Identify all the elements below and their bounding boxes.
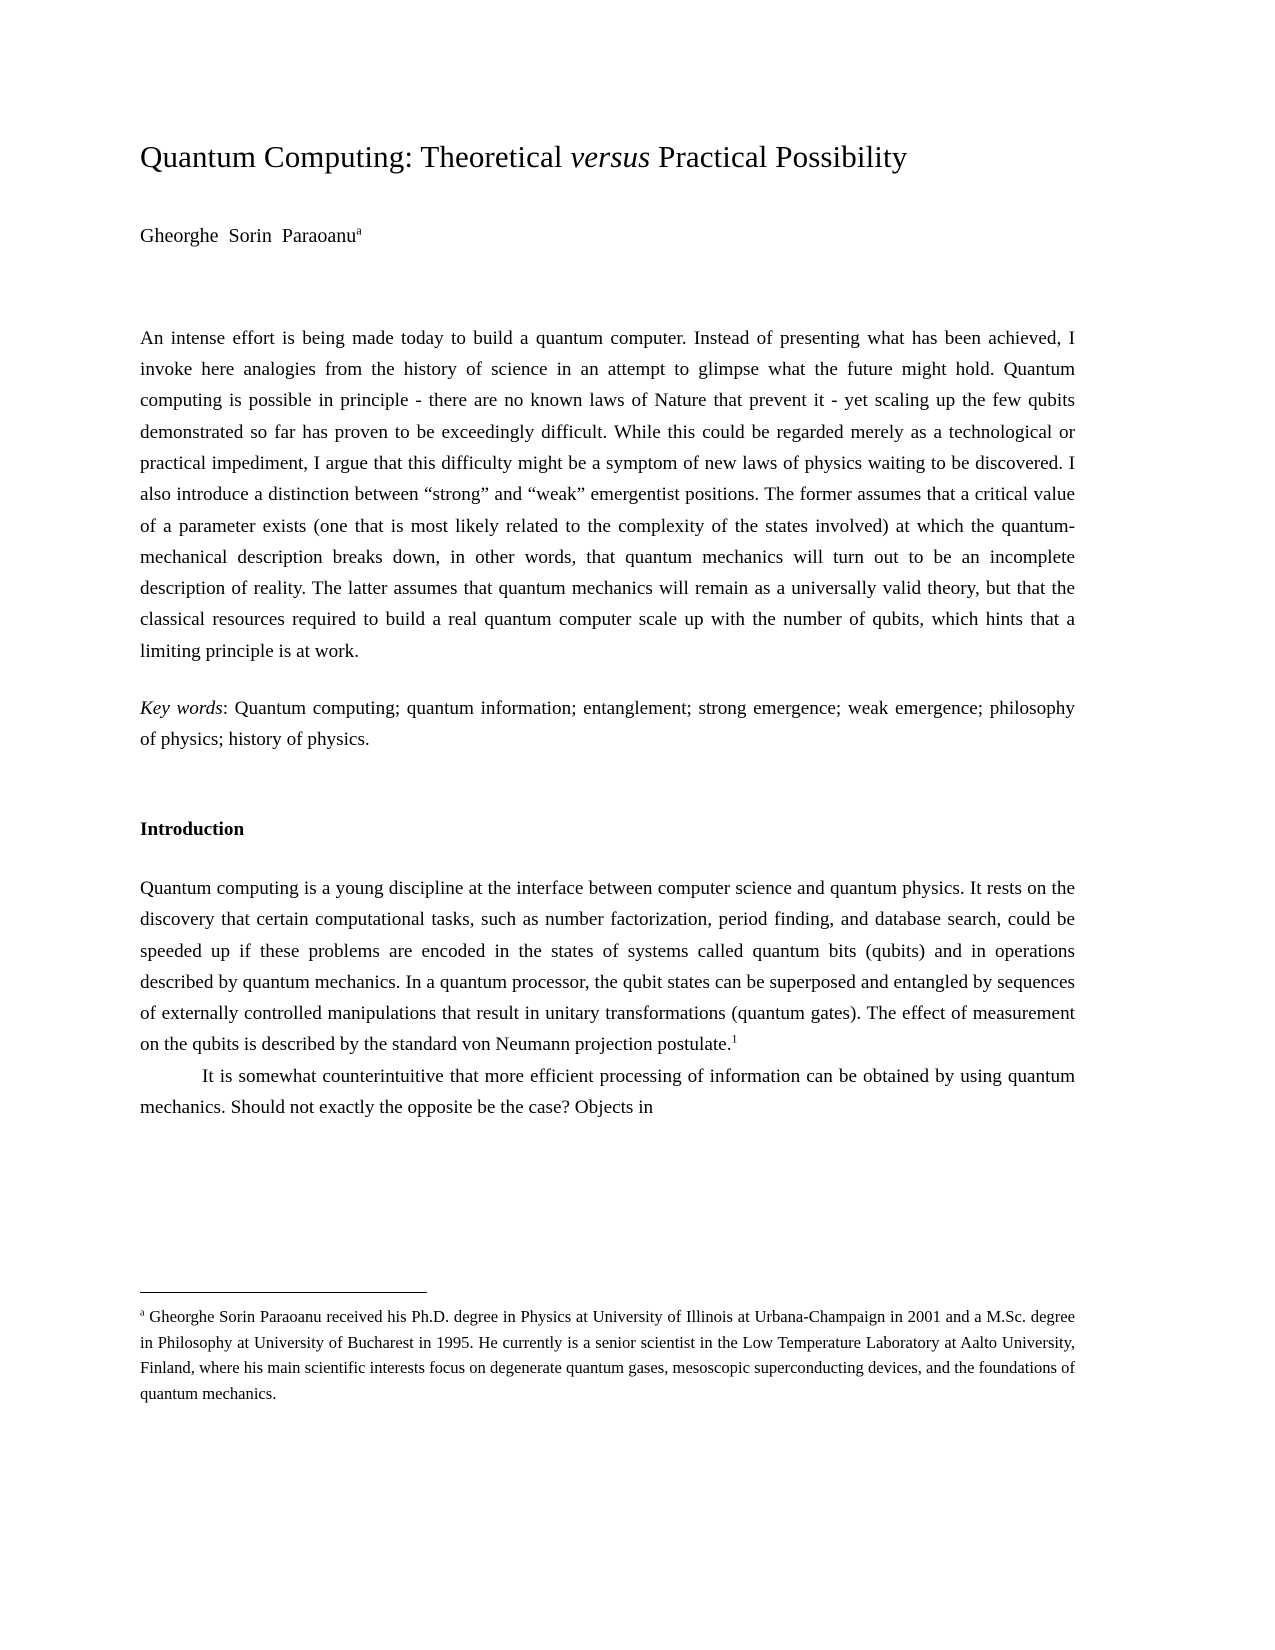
keywords-list: : Quantum computing; quantum information; entanglement; strong emergence; weak emergence; philosophy of physics; history of physics. [140, 698, 1075, 751]
keywords-label: Key words [140, 698, 223, 720]
introduction-paragraph-1 [140, 845, 1075, 1061]
page-content-column [140, 0, 1075, 1123]
footnote-a [140, 1304, 1075, 1406]
keywords-paragraph [140, 667, 1075, 756]
footnote-section [140, 1292, 1075, 1406]
author-byline [140, 177, 1075, 249]
introduction-paragraph-1-text: Quantum computing is a young discipline at the interface between computer science and quantum physics. It rests on the discovery that certain computational tasks, such as number factorization, period finding, and database search, could be speeded up if these problems are encoded in the states of systems called quantum bits (qubits) and in operations described by quantum mechanics. In a quantum processor, the qubit states can be superposed and entangled by sequences of externally controlled manipulations that result in unitary transformations (quantum gates). The effect of measurement on the qubits is described by the standard von Neumann projection postulate. [140, 877, 1075, 1056]
citation-marker-1: 1 [731, 1032, 738, 1046]
title-text-italic: versus [570, 139, 651, 174]
page-title [140, 0, 1075, 177]
title-text-leading: Quantum Computing: Theoretical [140, 139, 571, 174]
title-text-trailing: Practical Possibility [650, 139, 908, 174]
author-footnote-marker: a [356, 223, 362, 238]
footnote-a-text: Gheorghe Sorin Paraoanu received his Ph.D. degree in Physics at University of Illinois at Urbana-Champaign in 2001 and a M.Sc. degree in Philosophy at University of Bucharest in 1995. He currently is a senior scientist in the Low Temperature Laboratory at Aalto University, Finland, where his main scientific interests focus on degenerate quantum gases, mesoscopic superconducting devices, and the foundations of quantum mechanics. [140, 1307, 1075, 1403]
footnote-separator-rule [140, 1292, 427, 1293]
author-name: Gheorghe Sorin Paraoanu [140, 224, 357, 247]
footnote-marker-a: a [140, 1307, 145, 1319]
introduction-paragraph-2: It is somewhat counterintuitive that more efficient processing of information can be obtained by using quantum mechanics. Should not exactly the opposite be the case? Objects in [140, 1065, 1075, 1118]
abstract-paragraph: An intense effort is being made today to build a quantum computer. Instead of presenting what has been achieved, I invoke here analogies from the history of science in an attempt to glimpse what the future might hold. Quantum computing is possible in principle - there are no known laws of Nature that prevent it - yet scaling up the few qubits demonstrated so far has proven to be exceedingly difficult. While this could be regarded merely as a technological or practical impediment, I argue that this difficulty might be a symptom of new laws of physics waiting to be discovered. I also introduce a distinction between “strong” and “weak” emergentist positions. The former assumes that a critical value of a parameter exists (one that is most likely related to the complexity of the states involved) at which the quantum-mechanical description breaks down, in other words, that quantum mechanics will turn out to be an incomplete description of reality. The latter assumes that quantum mechanics will remain as a universally valid theory, but that the classical resources required to build a real quantum computer scale up with the number of qubits, which hints that a limiting principle is at work. [140, 327, 1075, 662]
section-heading-introduction: Introduction [140, 818, 245, 840]
